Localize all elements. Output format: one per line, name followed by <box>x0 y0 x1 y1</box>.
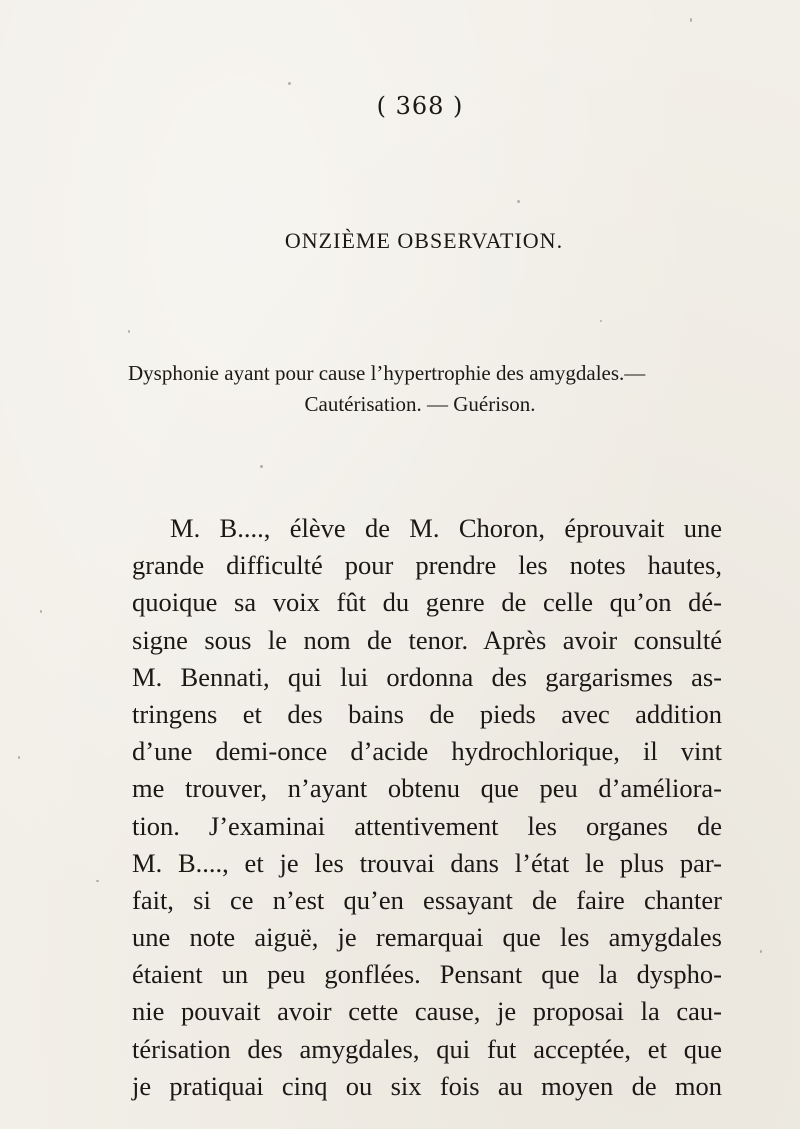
body-line: M. Bennati, qui lui ordonna des gargarismes as- <box>132 661 722 692</box>
body-line: M. B...., et je les trouvai dans l’état le plus par- <box>132 847 722 878</box>
body-paragraph <box>132 510 722 1105</box>
paper-speck <box>690 18 692 22</box>
subtitle-line-1: Dysphonie ayant pour cause l’hypertrophie des amygdales.— <box>128 361 646 385</box>
body-line: me trouver, n’ayant obtenu que peu d’améliora- <box>132 773 722 804</box>
body-line: M. B...., élève de M. Choron, éprouvait une <box>170 513 722 543</box>
body-line: nie pouvait avoir cette cause, je proposai la cau- <box>132 996 722 1027</box>
body-line: térisation des amygdales, qui fut acceptée, et que <box>132 1033 722 1064</box>
page-number: ( 368 ) <box>376 92 464 120</box>
paper-speck <box>128 330 130 333</box>
body-line: je pratiquai cinq ou six fois au moyen de mon <box>132 1070 722 1101</box>
paper-speck <box>40 610 42 613</box>
body-line: tion. J’examinai attentivement les organes de <box>132 810 722 841</box>
paper-speck <box>260 465 263 468</box>
body-line: d’une demi-once d’acide hydrochlorique, il vint <box>132 736 722 767</box>
observation-heading: ONZIÈME OBSERVATION. <box>284 228 564 253</box>
paper-speck <box>18 756 20 759</box>
body-line: étaient un peu gonflées. Pensant que la dyspho- <box>132 959 722 990</box>
body-line: fait, si ce n’est qu’en essayant de faire chanter <box>132 884 722 915</box>
paper-speck <box>760 950 762 953</box>
paper-speck <box>517 200 520 203</box>
paper-speck <box>600 320 602 322</box>
paper-speck <box>96 880 99 882</box>
body-line: une note aiguë, je remarquai que les amygdales <box>132 922 722 953</box>
body-line: tringens et des bains de pieds avec addition <box>132 698 722 729</box>
body-line: grande difficulté pour prendre les notes hautes, <box>132 550 722 581</box>
body-line: quoique sa voix fût du genre de celle qu’on dé- <box>132 587 722 618</box>
paper-speck <box>288 82 291 85</box>
subtitle-line-2: Cautérisation. — Guérison. <box>304 392 536 416</box>
body-line: signe sous le nom de tenor. Après avoir consulté <box>132 624 722 655</box>
